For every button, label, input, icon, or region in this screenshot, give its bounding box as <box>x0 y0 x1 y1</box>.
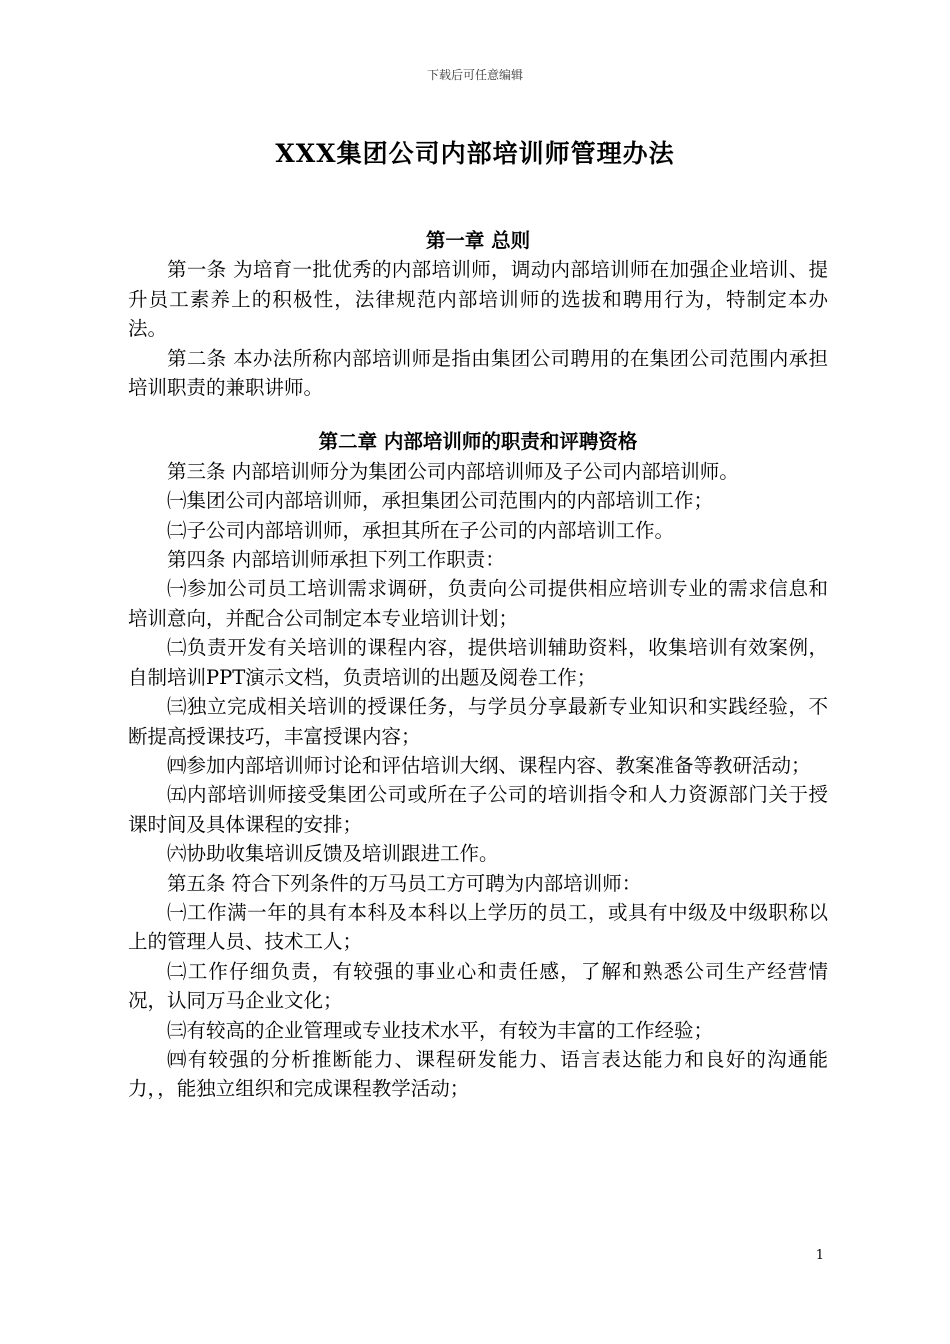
chapter-heading: 第一章 总则 <box>425 229 531 252</box>
paragraph: ㈡子公司内部培训师，承担其所在子公司的内部培训工作。 <box>167 518 675 542</box>
paragraph: 第二条 本办法所称内部培训师是指由集团公司聘用的在集团公司范围内承担培训职责的兼职讲师。 <box>128 346 828 400</box>
page-number: 1 <box>815 1248 824 1263</box>
document-body <box>128 226 828 1104</box>
page-header: 下载后可任意编辑 <box>426 68 523 82</box>
paragraph: ㈢有较高的企业管理或专业技术水平，有较为丰富的工作经验； <box>167 1018 714 1042</box>
paragraph: ㈡负责开发有关培训的课程内容，提供培训辅助资料，收集培训有效案例，自制培训PPT演示文档，负责培训的出题及阅卷工作； <box>128 636 828 689</box>
paragraph: ㈡工作仔细负责，有较强的事业心和责任感，了解和熟悉公司生产经营情况，认同万马企业文化； <box>128 959 828 1013</box>
paragraph: ㈣有较强的分析推断能力、课程研发能力、语言表达能力和良好的沟通能力，，能独立组织和完成课程教学活动； <box>128 1047 828 1101</box>
paragraph: 第五条 符合下列条件的万马员工方可聘为内部培训师： <box>167 871 642 895</box>
document-title: XXX集团公司内部培训师管理办法 <box>275 139 675 168</box>
paragraph: 第四条 内部培训师承担下列工作职责： <box>167 548 505 572</box>
paragraph: ㈤内部培训师接受集团公司或所在子公司的培训指令和人力资源部门关于授课时间及具体课程的安排； <box>128 783 828 836</box>
paragraph: ㈣参加内部培训师讨论和评估培训大纲、课程内容、教案准备等教研活动； <box>167 753 811 777</box>
chapter-heading: 第二章 内部培训师的职责和评聘资格 <box>318 430 638 454</box>
paragraph: ㈠工作满一年的具有本科及本科以上学历的员工，或具有中级及中级职称以上的管理人员、技术工人； <box>128 900 828 954</box>
paragraph: ㈠参加公司员工培训需求调研，负责向公司提供相应培训专业的需求信息和培训意向，并配合公司制定本专业培训计划； <box>128 577 828 630</box>
paragraph: ㈢独立完成相关培训的授课任务，与学员分享最新专业知识和实践经验，不断提高授课技巧，丰富授课内容； <box>128 695 828 748</box>
paragraph: ㈥协助收集培训反馈及培训跟进工作。 <box>167 842 499 866</box>
paragraph: 第一条 为培育一批优秀的内部培训师，调动内部培训师在加强企业培训、提升员工素养上的积极性，法律规范内部培训师的选拔和聘用行为，特制定本办法。 <box>128 258 828 341</box>
paragraph: 第三条 内部培训师分为集团公司内部培训师及子公司内部培训师。 <box>167 459 739 483</box>
paragraph: ㈠集团公司内部培训师，承担集团公司范围内的内部培训工作； <box>167 489 714 513</box>
